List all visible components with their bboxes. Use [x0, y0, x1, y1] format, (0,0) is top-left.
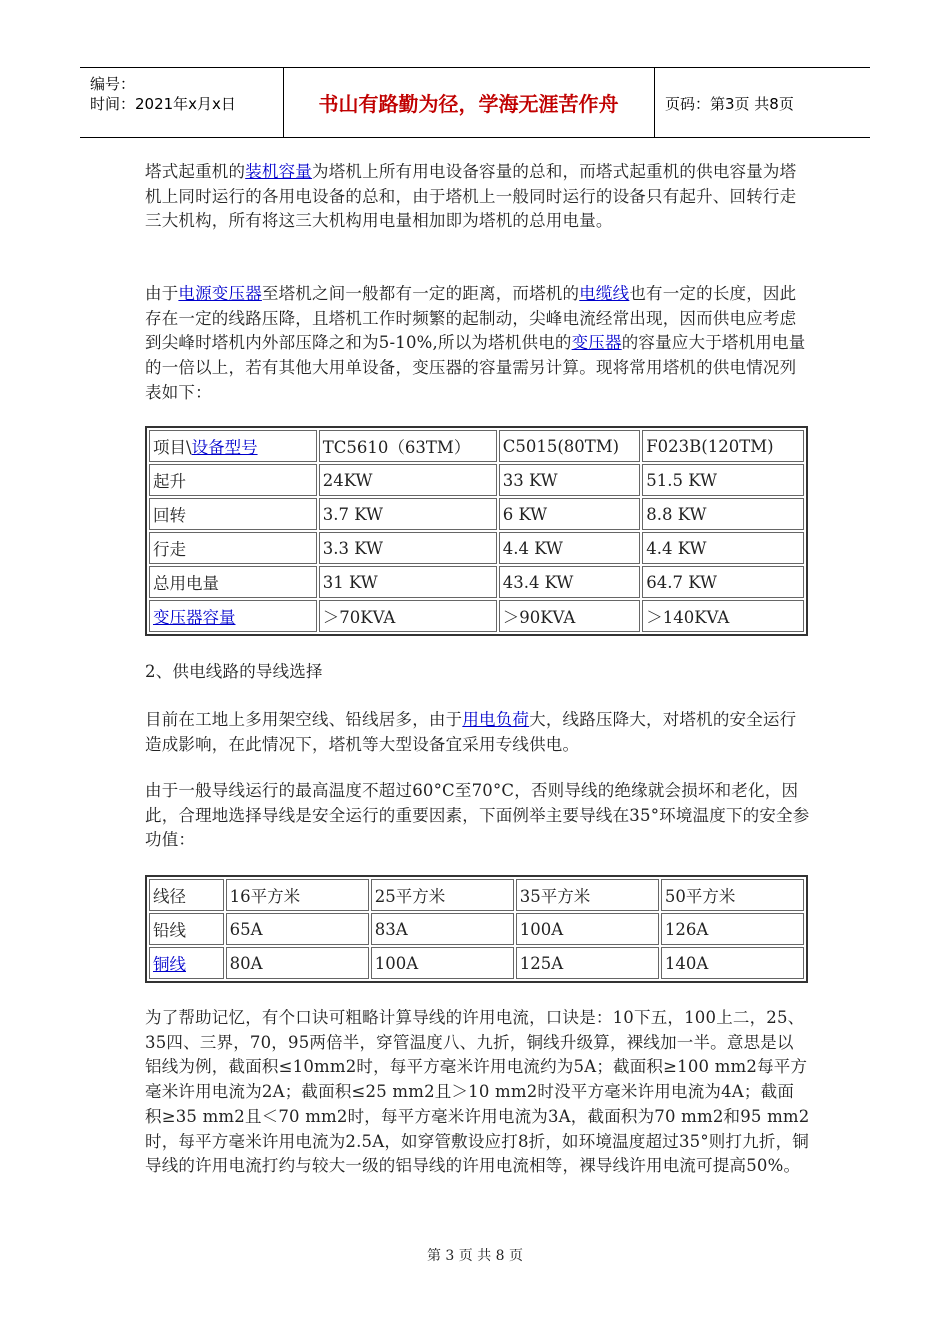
page-header	[80, 67, 870, 138]
table-cell: 4.4 KW	[642, 532, 804, 564]
table-cell: 65A	[226, 913, 369, 945]
header-meta	[90, 74, 236, 114]
table-cell: 64.7 KW	[642, 566, 804, 598]
table-cell: 125A	[516, 947, 659, 979]
header-motto: 书山有路勤为径，学海无涯苦作舟	[318, 92, 619, 116]
table-header-cell: 35平方米	[516, 879, 659, 911]
row-label: 总用电量	[149, 566, 317, 598]
table-cell: 31 KW	[319, 566, 497, 598]
crane-power-table	[145, 426, 808, 636]
table-header-cell: F023B(120TM)	[642, 430, 804, 462]
table-cell: 24KW	[319, 464, 497, 496]
table-row	[149, 566, 804, 598]
table-cell: 80A	[226, 947, 369, 979]
table-cell: ＞70KVA	[319, 600, 497, 632]
table-cell: 83A	[371, 913, 514, 945]
table-cell: ＞140KVA	[642, 600, 804, 632]
section-heading: 2、供电线路的导线选择	[145, 662, 323, 681]
table-cell: 140A	[661, 947, 804, 979]
paragraph-load	[145, 708, 810, 757]
table-cell: 3.7 KW	[319, 498, 497, 530]
text: 由于	[145, 284, 179, 303]
table-row	[149, 600, 804, 632]
table-header-row	[149, 430, 804, 462]
table-cell: 51.5 KW	[642, 464, 804, 496]
table-cell: 100A	[516, 913, 659, 945]
header-date: 时间：2021年x月x日	[90, 95, 236, 113]
paragraph-capacity	[145, 160, 810, 234]
table-header-cell: 16平方米	[226, 879, 369, 911]
table-header-cell: C5015(80TM)	[499, 430, 641, 462]
table-row	[149, 947, 804, 979]
row-label: 回转	[149, 498, 317, 530]
header-number: 编号：	[90, 75, 136, 93]
text: 也有一定的长度，因此存在一定的线路压降，且塔机工作时频繁的起制动，尖峰电流经常出现，因而供电应考虑到尖峰时塔机内外部压降之和为5-10%,所以为塔机供电的	[145, 284, 797, 353]
row-label: 起升	[149, 464, 317, 496]
table-header-row	[149, 879, 804, 911]
table-cell: 100A	[371, 947, 514, 979]
table-row	[149, 498, 804, 530]
link-installed-capacity[interactable]: 装机容量	[245, 162, 313, 181]
table-cell: 43.4 KW	[499, 566, 641, 598]
table-header-cell: 25平方米	[371, 879, 514, 911]
paragraph-mnemonic: 为了帮助记忆，有个口诀可粗略计算导线的许用电流，口诀是：10下五，100上二，25、35四、三界，70，95两倍半，穿管温度八、九折，铜线升级算，裸线加一半。意思是以铝线为例，截面积≤10mm2时，每平方毫米许用电流约为5A；截面积≥100 mm2每平方毫米许用电流为2A；截面积≤25 mm2且＞10 mm2时没平方毫米许用电流为4A；截面积≥35 mm2且＜70 mm2时，每平方毫米许用电流为3A，截面积为70 mm2和95 mm2时，每平方毫米许用电流为2.5A，如穿管敷设应打8折，如环境温度超过35°则打九折，铜导线的许用电流打约与较大一级的铝导线的许用电流相等，裸导线许用电流可提高50%。	[145, 1008, 810, 1176]
link-copper-wire[interactable]: 铜线	[153, 955, 186, 974]
text: 大，线路压降大，对塔机的安全运行造成影响，在此情况下，塔机等大型设备宜采用专线供电。	[145, 710, 797, 754]
table-header-cell: 50平方米	[661, 879, 804, 911]
row-label: 铅线	[149, 913, 224, 945]
table-cell: 33 KW	[499, 464, 641, 496]
table-row	[149, 532, 804, 564]
text: 至塔机之间一般都有一定的距离，而塔机的	[261, 284, 580, 303]
header-page-info: 页码：第3页 共8页	[665, 95, 794, 113]
paragraph-transformer	[145, 282, 810, 406]
table-cell: 8.8 KW	[642, 498, 804, 530]
text: 目前在工地上多用架空线、铅线居多，由于	[145, 710, 463, 729]
header-divider	[654, 68, 655, 137]
link-transformer[interactable]: 变压器	[571, 333, 622, 353]
text: 的容量应大于塔机用电量的一倍以上，若有其他大用单设备，变压器的容量需另计算。现将常用塔机的供电情况列表如下：	[145, 333, 806, 402]
table-header-cell: TC5610（63TM）	[319, 430, 497, 462]
link-power-transformer[interactable]: 电源变压器	[178, 284, 262, 303]
text: 项目\	[153, 438, 192, 457]
link-transformer-capacity[interactable]: 变压器容量	[153, 608, 236, 627]
link-equipment-model[interactable]: 设备型号	[191, 438, 258, 457]
row-label: 行走	[149, 532, 317, 564]
row-label-link-cell	[149, 947, 224, 979]
table-cell: ＞90KVA	[499, 600, 641, 632]
table-cell: 126A	[661, 913, 804, 945]
table-cell: 4.4 KW	[499, 532, 641, 564]
table-header-cell: 线径	[149, 879, 224, 911]
page-footer: 第 3 页 共 8 页	[426, 1248, 524, 1264]
table-header-cell	[149, 430, 317, 462]
table-row	[149, 913, 804, 945]
text: 塔式起重机的	[145, 162, 246, 181]
table-cell: 3.3 KW	[319, 532, 497, 564]
wire-current-table	[145, 875, 808, 983]
text: 为塔机上所有用电设备容量的总和，而塔式起重机的供电容量为塔机上同时运行的各用电设备的总和，由于塔机上一般同时运行的设备只有起升、回转行走三大机构，所有将这三大机构用电量相加即为塔机的总用电量。	[145, 162, 797, 231]
table-cell: 6 KW	[499, 498, 641, 530]
link-power-load[interactable]: 用电负荷	[462, 710, 530, 729]
table-row	[149, 464, 804, 496]
paragraph-temperature: 由于一般导线运行的最高温度不超过60°C至70°C，否则导线的绝缘就会损坏和老化，因此，合理地选择导线是安全运行的重要因素，下面例举主要导线在35°环境温度下的安全参功值：	[145, 781, 810, 850]
link-cable[interactable]: 电缆线	[579, 284, 630, 303]
row-label-link-cell	[149, 600, 317, 632]
